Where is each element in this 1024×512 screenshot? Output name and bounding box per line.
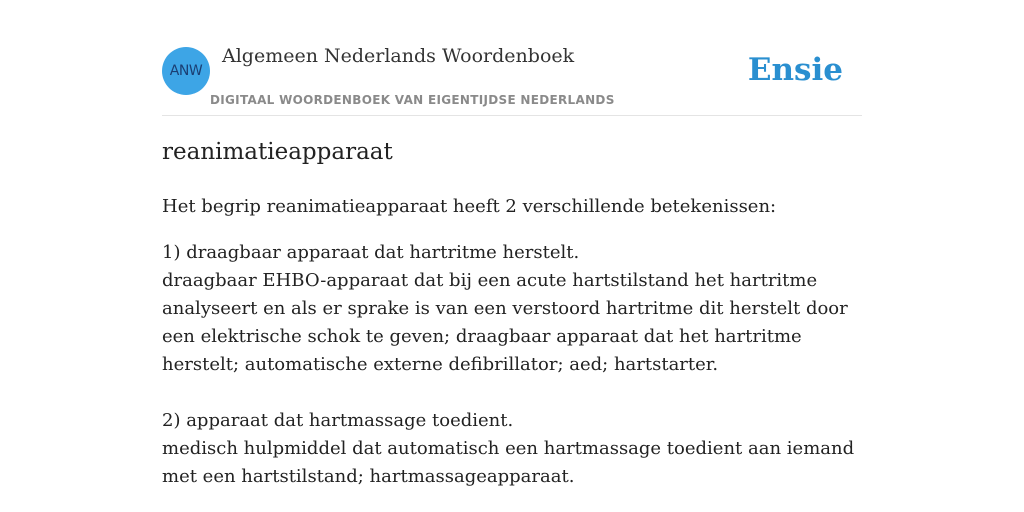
anw-logo[interactable]: ANW: [162, 47, 210, 95]
site-title[interactable]: Algemeen Nederlands Woordenboek: [222, 45, 575, 67]
intro-text: Het begrip reanimatieapparaat heeft 2 verschillende betekenissen:: [162, 196, 777, 217]
meanings-list: [162, 239, 867, 512]
headword: reanimatieapparaat: [162, 139, 393, 165]
meaning-definition: medisch hulpmiddel dat automatisch een hartmassage toedient aan iemand met een hartstilstand; hartmassageapparaat.: [162, 438, 855, 487]
meaning-item: [162, 407, 867, 491]
meaning-summary: 2) apparaat dat hartmassage toedient.: [162, 410, 514, 431]
page: [162, 0, 862, 512]
meaning-definition: draagbaar EHBO-apparaat dat bij een acute hartstilstand het hartritme analyseert en als er sprake is van een verstoord hartritme dit herstelt door een elektrische schok te geven; draagbaar apparaat dat het hartritme herstelt; automatische externe defibrillator; aed; hartstarter.: [162, 270, 848, 375]
meaning-summary: 1) draagbaar apparaat dat hartritme herstelt.: [162, 242, 580, 263]
site-header: [162, 0, 862, 116]
meaning-item: [162, 239, 867, 379]
ensie-brand-logo[interactable]: Ensie: [747, 52, 843, 88]
site-subtitle: DIGITAAL WOORDENBOEK VAN EIGENTIJDSE NEDERLANDS: [210, 93, 615, 107]
